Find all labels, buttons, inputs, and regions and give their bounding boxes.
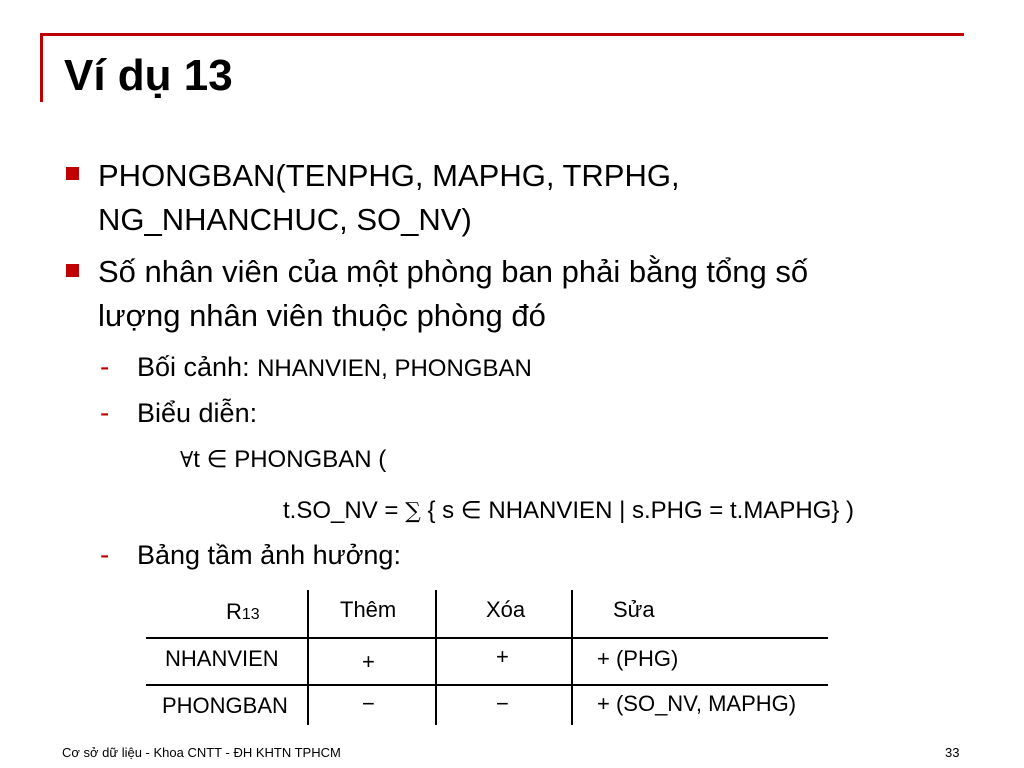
header-them: Thêm xyxy=(340,597,397,622)
impact-table-label: Bảng tầm ảnh hưởng: xyxy=(137,540,401,570)
bullet-2-line-2: lượng nhân viên thuộc phòng đó xyxy=(98,298,546,333)
row-2-sua: + (SO_NV, MAPHG) xyxy=(597,691,797,716)
bullet-square-icon xyxy=(66,167,79,180)
header-xoa: Xóa xyxy=(486,597,526,622)
sub-bullet-dash: - xyxy=(100,539,110,570)
representation-label: Biểu diễn: xyxy=(137,398,258,428)
row-2-name: PHONGBAN xyxy=(162,693,288,718)
sub-bullet-dash: - xyxy=(100,397,110,428)
table-column-rule xyxy=(435,590,437,725)
table-header-rule xyxy=(146,637,828,639)
table-column-rule xyxy=(307,590,309,725)
forall-symbol: ∀ xyxy=(180,448,194,473)
row-1-sua: + (PHG) xyxy=(597,646,679,671)
bullet-2-line-1: Số nhân viên của một phòng ban phải bằng tổng số xyxy=(98,254,809,289)
corner-label: R xyxy=(226,599,242,624)
table-row-rule xyxy=(146,684,828,686)
formula-line-2 xyxy=(283,496,854,527)
row-2-them: − xyxy=(362,691,375,716)
corner-subscript: 13 xyxy=(241,606,260,623)
row-2-xoa: − xyxy=(496,691,509,716)
table-corner-cell xyxy=(226,598,260,629)
formula-line-1-text: t ∈ PHONGBAN ( xyxy=(193,446,387,473)
row-1-xoa: + xyxy=(496,644,509,669)
table-column-rule xyxy=(571,590,573,725)
footer-course: Cơ sở dữ liệu - Khoa CNTT - ĐH KHTN TPHCM xyxy=(62,745,341,760)
sub-bullet-dash: - xyxy=(100,351,110,382)
bullet-1-line-2: NG_NHANCHUC, SO_NV) xyxy=(98,202,472,237)
bullet-square-icon xyxy=(66,264,79,277)
sigma-symbol: ∑ xyxy=(405,499,421,524)
header-sua: Sửa xyxy=(613,597,655,622)
footer-page-number: 33 xyxy=(945,745,960,760)
title-frame-left-border xyxy=(40,33,43,102)
title-frame-top-border xyxy=(40,33,964,36)
bullet-1-line-1: PHONGBAN(TENPHG, MAPHG, TRPHG, xyxy=(98,158,680,193)
slide-title: Ví dụ 13 xyxy=(64,51,233,100)
context-value: NHANVIEN, PHONGBAN xyxy=(257,355,532,382)
row-1-name: NHANVIEN xyxy=(165,646,279,671)
formula-line-1 xyxy=(180,445,386,476)
context-item xyxy=(137,349,532,387)
row-1-them: + xyxy=(362,649,375,674)
formula-line-2-a: t.SO_NV = xyxy=(283,497,406,524)
context-label: Bối cảnh: xyxy=(137,352,250,382)
formula-line-2-b: { s ∈ NHANVIEN | s.PHG = t.MAPHG} ) xyxy=(420,497,855,524)
